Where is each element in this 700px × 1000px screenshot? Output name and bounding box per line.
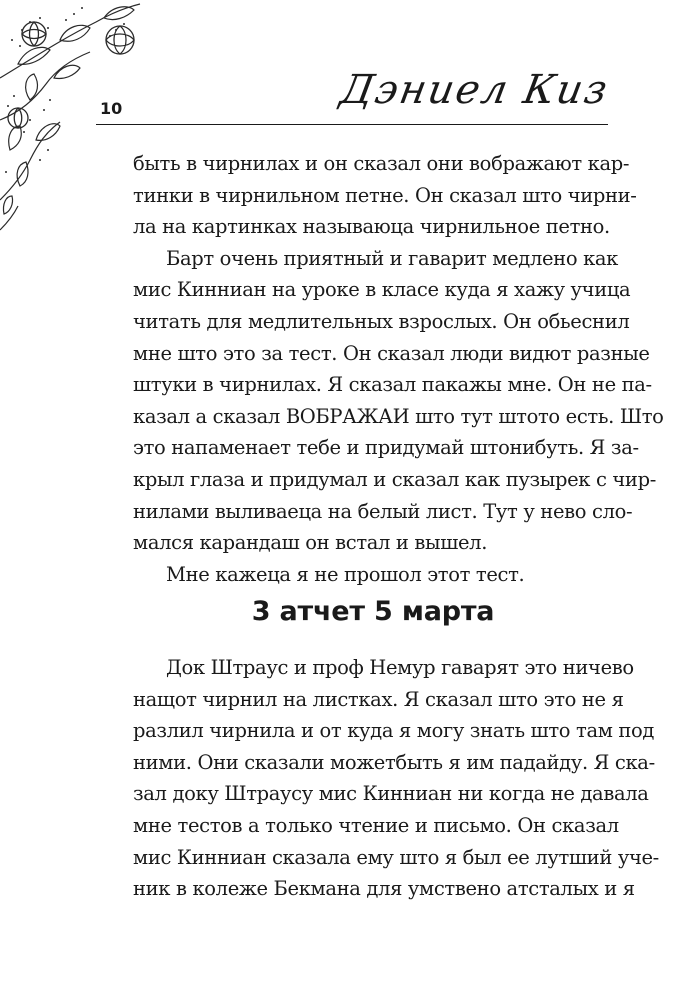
text-line: быть в чирнилах и он сказал они вображают кар- bbox=[133, 152, 630, 175]
text-line: ними. Они сказали можетбыть я им падайду. Я ска- bbox=[133, 750, 655, 774]
page-header bbox=[0, 0, 700, 130]
running-head: Дэниел Киз bbox=[336, 67, 613, 113]
page-number: 10 bbox=[100, 99, 123, 118]
text-line: мался карандаш он встал и вышел. bbox=[133, 531, 488, 555]
text-line: зал доку Штраусу мис Кинниан ни когда не давала bbox=[133, 782, 649, 806]
text-line: нилами выливаеца на белый лист. Тут у нево сло- bbox=[133, 499, 633, 523]
text-line: Барт очень приятный и гаварит медлено как bbox=[166, 246, 619, 270]
text-line: штуки в чирнилах. Я сказал пакажы мне. Он не па- bbox=[133, 373, 652, 397]
text-line: разлил чирнила и от куда я могу знать што там под bbox=[133, 719, 655, 743]
text-line: ла на картинках называюца чирнильное петно. bbox=[133, 215, 610, 239]
text-line: Док Штраус и проф Немур гаварят это ничево bbox=[166, 656, 634, 679]
text-line: нащот чирнил на листках. Я сказал што это не я bbox=[133, 687, 624, 711]
text-line: мне тестов а только чтение и письмо. Он сказал bbox=[133, 813, 619, 837]
text-line: это напаменает тебе и придумай штонибуть. Я за- bbox=[133, 436, 639, 460]
header-rule bbox=[96, 124, 608, 125]
text-line: мне што это за тест. Он сказал люди видют разные bbox=[133, 341, 650, 365]
text-line: казал а сказал ВОБРАЖАИ што тут штото есть. Што bbox=[133, 404, 664, 428]
text-line: мис Кинниан сказала ему што я был ее лутший уче- bbox=[133, 845, 659, 869]
text-line: читать для медлительных взрослых. Он обьеснил bbox=[133, 309, 630, 333]
section-heading: 3 атчет 5 марта bbox=[251, 596, 495, 627]
text-line: Мне кажеца я не прошол этот тест. bbox=[166, 562, 525, 586]
body-text-block bbox=[133, 148, 664, 590]
text-line: крыл глаза и придумал и сказал как пузырек с чир- bbox=[133, 467, 656, 491]
body-text-block bbox=[133, 652, 659, 905]
text-line: мис Кинниан на уроке в класе куда я хажу учица bbox=[133, 278, 631, 302]
text-line: ник в колеже Бекмана для умствено атсталых и я bbox=[133, 877, 635, 901]
text-line: тинки в чирнильном петне. Он сказал што чирни- bbox=[133, 183, 637, 207]
